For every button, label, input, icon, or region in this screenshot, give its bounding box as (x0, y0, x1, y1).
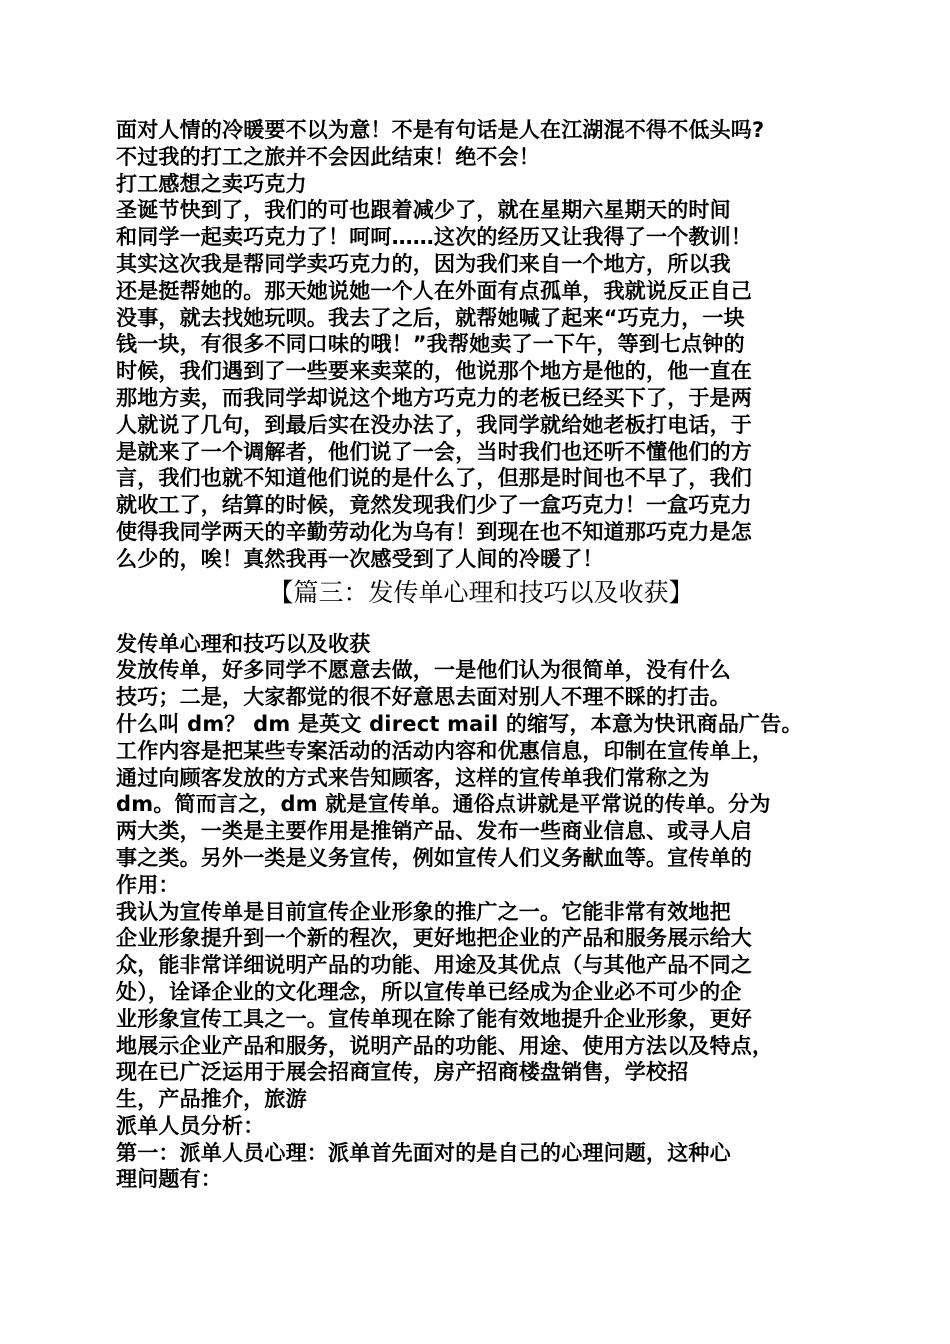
text-line: 理问题有： (116, 1167, 222, 1192)
text-line: 使得我同学两天的辛勤劳动化为乌有！到现在也不知道那巧克力是怎 (116, 519, 752, 544)
text-line: 和同学一起卖巧克力了！呵呵……这次的经历又让我得了一个教训！ (116, 225, 752, 250)
text-line: 通过向顾客发放的方式来告知顾客，这样的宣传单我们常称之为 (116, 765, 710, 790)
text-line: 人就说了几句，到最后实在没办法了，我同学就给她老板打电话，于 (116, 412, 752, 437)
text-line: 生，产品推介，旅游 (116, 1087, 307, 1112)
section-flyer (116, 631, 846, 1194)
text-line: 处），诠译企业的文化理念，所以宣传单已经成为企业必不可少的企 (116, 979, 742, 1004)
text-line: 第一：派单人员心理：派单首先面对的是自己的心理问题，这种心 (116, 1140, 731, 1165)
text-line: 没事，就去找她玩呗。我去了之后，就帮她喊了起来“巧克力，一块 (116, 305, 745, 330)
text-line: 业形象宣传工具之一。宣传单现在除了能有效地提升企业形象，更好 (116, 1006, 752, 1031)
text-line: 两大类，一类是主要作用是推销产品、发布一些商业信息、或寻人启 (116, 819, 752, 844)
text-line: 言，我们也就不知道他们说的是什么了，但那是时间也不早了，我们 (116, 466, 752, 491)
text-line: 不过我的打工之旅并不会因此结束！绝不会！ (116, 144, 540, 169)
section-heading: 【篇三：发传单心理和技巧以及收获】 (268, 577, 694, 607)
text-line: 还是挺帮她的。那天她说她一个人在外面有点孤单，我就说反正自己 (116, 278, 752, 303)
text-line: 时候，我们遇到了一些要来卖菜的，他说那个地方是他的，他一直在 (116, 359, 752, 384)
text-line: dm。简而言之，dm 就是宣传单。通俗点讲就是平常说的传单。分为 (116, 792, 771, 817)
subheading: 发传单心理和技巧以及收获 (116, 631, 371, 656)
subheading: 打工感想之卖巧克力 (116, 171, 307, 196)
text-line: 我认为宣传单是目前宣传企业形象的推广之一。它能非常有效地把 (116, 899, 731, 924)
text-line: 企业形象提升到一个新的程次，更好地把企业的产品和服务展示给大 (116, 926, 752, 951)
text-line: 作用： (116, 872, 180, 897)
text-line: 发放传单，好多同学不愿意去做，一是他们认为很简单，没有什么 (116, 658, 731, 683)
text-line: 就收工了，结算的时候，竟然发现我们少了一盒巧克力！一盒巧克力 (116, 493, 752, 518)
text-line: 什么叫 dm？ dm 是英文 direct mail 的缩写，本意为快讯商品广告。 (116, 711, 803, 736)
section-chocolate-story (116, 117, 846, 573)
text-line: 其实这次我是帮同学卖巧克力的，因为我们来自一个地方，所以我 (116, 251, 731, 276)
text-line: 现在已广泛运用于展会招商宣传，房产招商楼盘销售，学校招 (116, 1060, 689, 1085)
text-line: 是就来了一个调解者，他们说了一会，当时我们也还听不懂他们的方 (116, 439, 752, 464)
text-line: 圣诞节快到了，我们的可也跟着减少了，就在星期六星期天的时间 (116, 198, 731, 223)
text-line: 事之类。另外一类是义务宣传，例如宣传人们义务献血等。宣传单的 (116, 845, 752, 870)
text-line: 那地方卖，而我同学却说这个地方巧克力的老板已经买下了，于是两 (116, 385, 752, 410)
subheading: 派单人员分析： (116, 1113, 265, 1138)
text-line: 面对人情的冷暖要不以为意！不是有句话是人在江湖混不得不低头吗? (116, 118, 765, 142)
text-line: 么少的，唉！真然我再一次感受到了人间的冷暖了！ (116, 546, 604, 571)
text-line: 地展示企业产品和服务，说明产品的功能、用途、使用方法以及特点， (116, 1033, 774, 1058)
text-line: 钱一块，有很多不同口味的哦！”我帮她卖了一下午，等到七点钟的 (116, 332, 745, 357)
text-line: 工作内容是把某些专案活动的活动内容和优惠信息，印制在宣传单上， (116, 738, 774, 763)
document-page (116, 117, 846, 1193)
text-line: 众，能非常详细说明产品的功能、用途及其优点（与其他产品不同之 (116, 953, 752, 978)
text-line: 技巧；二是，大家都觉的很不好意思去面对别人不理不睬的打击。 (116, 685, 731, 710)
